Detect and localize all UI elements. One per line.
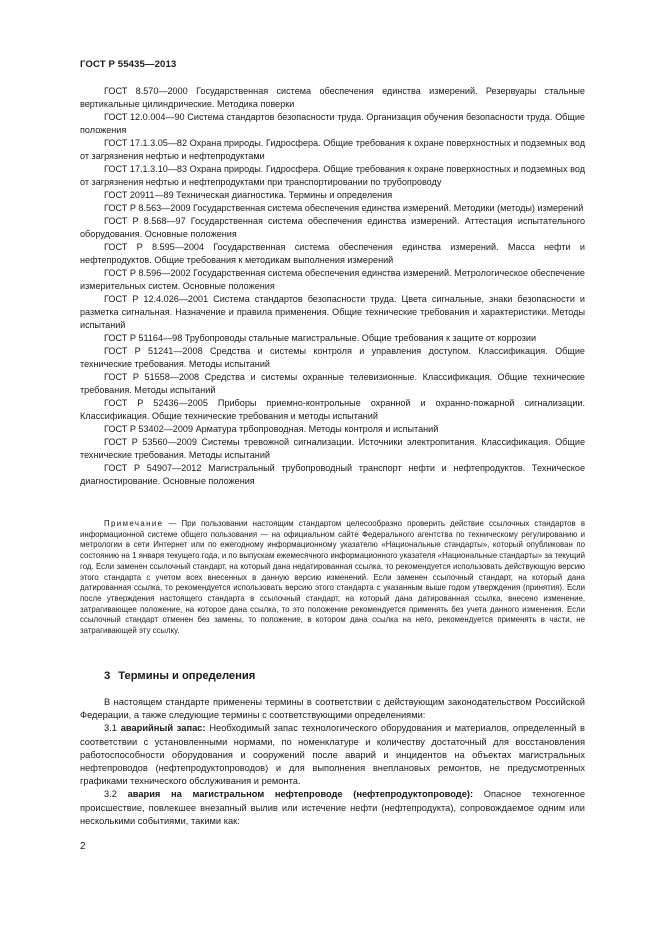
section-title: Термины и определения [118,670,256,682]
note-paragraph [80,519,585,637]
section-number: 3 [104,670,111,682]
reference-item: ГОСТ 17.1.3.05—82 Охрана природы. Гидросфера. Общие требования к охране поверхностных и подземных вод от загрязнения нефтью и нефтепродуктами [80,138,585,161]
reference-item: ГОСТ Р 8.563—2009 Государственная система обеспечения единства измерений. Методики (методы) измерений [104,203,584,213]
page-number: 2 [80,841,86,852]
reference-item: ГОСТ 8.570—2000 Государственная система обеспечения единства измерений. Резервуары стальные вертикальные цилиндрические. Методика поверки [80,86,585,109]
reference-item: ГОСТ 17.1.3.10—83 Охрана природы. Гидросфера. Общие требования к охране поверхностных и подземных вод от загрязнения нефтью и нефтепродуктами при транспортировании по трубопроводу [80,164,585,187]
section-heading [104,670,255,682]
references-list [80,85,585,488]
note-text: — При пользовании настоящим стандартом целесообразно проверить действие ссылочных стандартов в информационной системе общего пользования — на официальном сайте Федерального агентства по техническому регулированию и метрологии в сети Интернет или по ежегодному информационному указателю «Национальные стандарты», который опубликован по состоянию на 1 января текущего года, и по выпускам ежемесячного информационного указателя «Национальные стандарты» за текущий год. Если заменен ссылочный стандарт, на который дана недатированная ссылка, то рекомендуется использовать действующую версию этого стандарта с учетом всех внесенных в данную версию изменений. Если заменен ссылочный стандарт, на который дана датированная ссылка, то рекомендуется использовать версию этого стандарта с указанным выше годом утверждения (принятия). Если после утверждения настоящего стандарта в ссылочный стандарт, на который дана датированная ссылка, внесено изменение, затрагивающее положение, на которое дана ссылка, то это положение рекомендуется применять без учета данного изменения. Если ссылочный стандарт отменен без замены, то положение, в котором дана ссылка на него, рекомендуется применять в части, не затрагивающей эту ссылку. [80,519,585,636]
section-body [80,696,585,828]
term-text: Опасное техногенное происшествие, повлекшее внезапный вылив или истечение нефти (нефтепродукта), сопровождаемое одним или несколькими событиями, такими как: [80,789,585,826]
term-number: 3.2 [104,789,117,800]
reference-item: ГОСТ Р 53560—2009 Системы тревожной сигнализации. Источники электропитания. Классификация. Общие технические требования. Методы испытаний [80,437,585,460]
reference-item: ГОСТ Р 51241—2008 Средства и системы контроля и управления доступом. Классификация. Общие технические требования. Методы испытаний [80,346,585,369]
reference-item: ГОСТ Р 8.568—97 Государственная система обеспечения единства измерений. Аттестация испытательного оборудования. Основные положения [80,216,585,239]
note-block [80,519,585,637]
reference-item: ГОСТ Р 52436—2005 Приборы приемно-контрольные охранной и охранно-пожарной сигнализации. Классификация. Общие технические требования и методы испытаний [80,398,585,421]
term-name: аварийный запас: [120,723,206,734]
reference-item: ГОСТ Р 12.4.026—2001 Система стандартов безопасности труда. Цвета сигнальные, знаки безопасности и разметка сигнальная. Назначение и правила применения. Общие технические требования и характеристики. Методы испытаний [80,294,585,330]
reference-item: ГОСТ 20911—89 Техническая диагностика. Термины и определения [104,190,393,200]
reference-item: ГОСТ Р 51164—98 Трубопроводы стальные магистральные. Общие требования к защите от коррозии [104,333,537,343]
term-name: авария на магистральном нефтепроводе (нефтепродуктопроводе): [127,789,474,800]
reference-item: ГОСТ 12.0.004—90 Система стандартов безопасности труда. Организация обучения безопасности труда. Общие положения [80,112,585,135]
intro-paragraph: В настоящем стандарте применены термины в соответствии с действующим законодательством Российской Федерации, а также следующие термины с соответствующими определениями: [80,697,585,721]
reference-item: ГОСТ Р 51558—2008 Средства и системы охранные телевизионные. Классификация. Общие технические требования. Методы испытаний [80,372,585,395]
note-label: Примечание [104,519,164,528]
document-header: ГОСТ Р 55435—2013 [80,59,177,70]
term-text: Необходимый запас технологического оборудования и материалов, определенный в соответствии с установленными нормами, по номенклатуре и количеству достаточный для восстановления работоспособности оборудования и сооружений после аварий и инцидентов на объектах магистральных нефтепроводов (нефтепродуктопроводов) и для выполнения внеплановых ремонтов, не предусмотренных графиками технического обслуживания и ремонта. [80,723,585,787]
term-definition [80,722,585,788]
term-number: 3.1 [104,723,117,734]
reference-item: ГОСТ Р 54907—2012 Магистральный трубопроводный транспорт нефти и нефтепродуктов. Техническое диагностирование. Основные положения [80,463,585,486]
reference-item: ГОСТ Р 8.595—2004 Государственная система обеспечения единства измерений. Масса нефти и нефтепродуктов. Общие требования к методикам выполнения измерений [80,242,585,265]
term-definition [80,788,585,828]
reference-item: ГОСТ Р 8.596—2002 Государственная система обеспечения единства измерений. Метрологическое обеспечение измерительных систем. Основные положения [80,268,585,291]
reference-item: ГОСТ Р 53402—2009 Арматура трбопроводная. Методы контроля и испытаний [104,424,439,434]
